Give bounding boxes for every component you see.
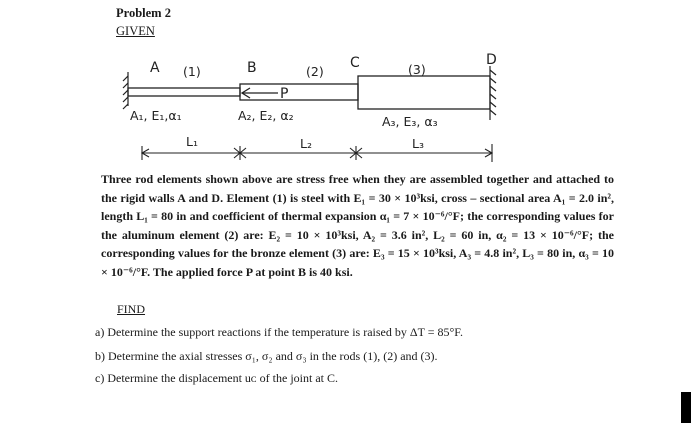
find-item-b: b) Determine the axial stresses σ₁, σ₂ and σ₃ in the rods (1), (2) and (3). xyxy=(95,349,438,363)
point-c-label: C xyxy=(350,55,360,71)
force-arrow xyxy=(242,88,278,98)
element-3-label: (3) xyxy=(408,62,426,77)
problem-description: Three rod elements shown above are stress free when they are assembled together and attached to the rigid walls A and D. Element (1) is steel with E₁ = 30 × 10³ksi, cross – sectional area A₁ = 2.0 in², length L₁ = 80 in and coefficient of thermal expansion α₁ = 7 × 10⁻⁶/°F; the corresponding values for the aluminum element (2) are: E₂ = 10 × 10³ksi, A₂ = 3.6 in², L₂ = 60 in, α₂ = 13 × 10⁻⁶/°F; the corresponding values for the bronze element (3) are: E₃ = 15 × 10³ksi, A₃ = 4.8 in², L₃ = 80 in, α₃ = 10 × 10⁻⁶/°F. The applied force P at point B is 40 ksi. xyxy=(101,172,614,279)
find-heading: FIND xyxy=(117,302,146,316)
corner-mark xyxy=(681,392,691,423)
length-3-label: L₃ xyxy=(412,136,424,151)
find-item-c: c) Determine the displacement uᴄ of the joint at C. xyxy=(95,371,338,385)
element-2-label: (2) xyxy=(306,64,324,79)
element-1-label: (1) xyxy=(183,64,201,79)
find-item-a: a) Determine the support reactions if the temperature is raised by ΔT = 85°F. xyxy=(95,325,463,339)
rod-1-properties: A₁, E₁,α₁ xyxy=(130,108,182,123)
force-label: P xyxy=(280,86,289,102)
rod-2 xyxy=(240,84,358,100)
rod-1 xyxy=(128,88,240,96)
point-a-label: A xyxy=(150,60,160,76)
point-b-label: B xyxy=(247,60,257,76)
rod-3 xyxy=(358,76,490,109)
right-wall xyxy=(490,66,496,120)
problem-title: Problem 2 xyxy=(116,6,171,20)
length-1-label: L₁ xyxy=(186,134,198,149)
rod-3-properties: A₃, E₃, α₃ xyxy=(382,114,438,129)
point-d-label: D xyxy=(486,52,497,68)
rod-2-properties: A₂, E₂, α₂ xyxy=(238,108,294,123)
left-wall xyxy=(123,72,128,109)
rod-diagram xyxy=(120,50,520,168)
given-heading: GIVEN xyxy=(116,24,155,38)
length-2-label: L₂ xyxy=(300,136,312,151)
